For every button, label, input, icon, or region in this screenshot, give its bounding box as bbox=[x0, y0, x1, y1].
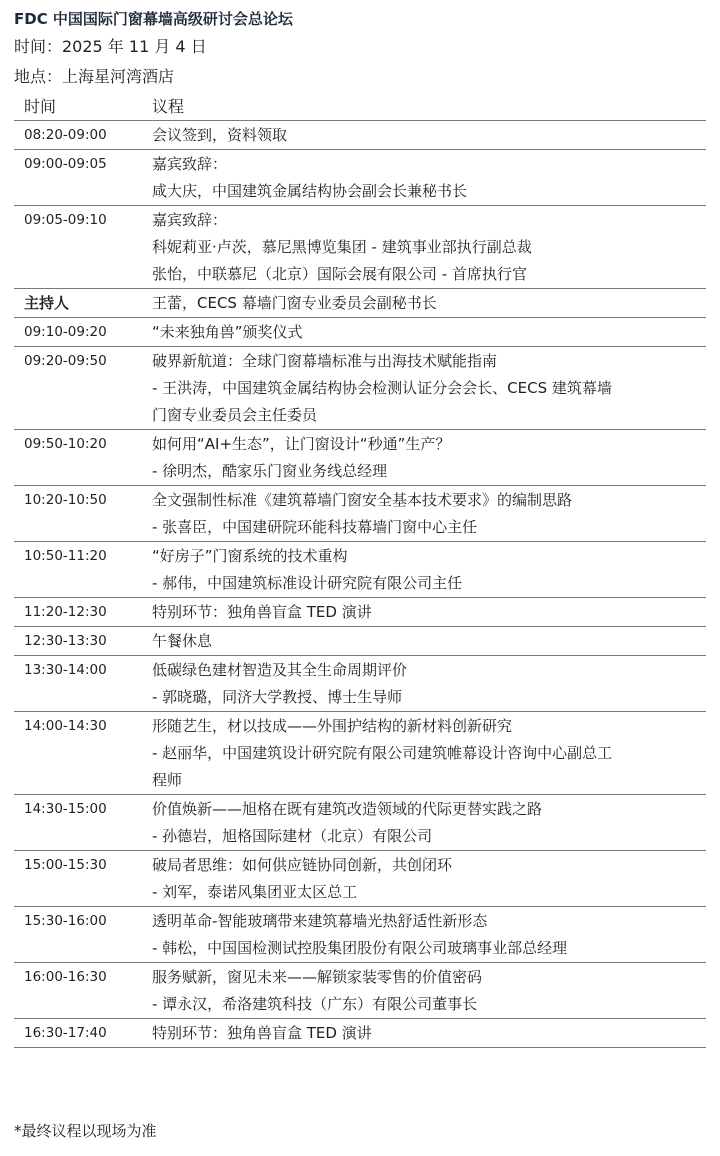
table-row bbox=[14, 318, 706, 347]
row-time: 11:20-12:30 bbox=[24, 604, 107, 620]
row-agenda bbox=[152, 430, 706, 485]
row-agenda bbox=[152, 289, 706, 317]
agenda-line: 科妮莉亚·卢茨，慕尼黑博览集团 - 建筑事业部执行副总裁 bbox=[152, 238, 532, 256]
event-venue: 地点：上海星河湾酒店 bbox=[14, 67, 175, 86]
row-agenda bbox=[152, 851, 706, 906]
row-agenda bbox=[152, 656, 706, 711]
row-time: 09:10-09:20 bbox=[24, 324, 107, 340]
table-header bbox=[14, 94, 706, 121]
row-agenda bbox=[152, 627, 706, 655]
row-agenda bbox=[152, 150, 706, 205]
row-agenda bbox=[152, 598, 706, 626]
agenda-line: 服务赋新，窗见未来——解锁家装零售的价值密码 bbox=[152, 968, 483, 986]
footnote: *最终议程以现场为准 bbox=[14, 1122, 157, 1140]
row-time: 09:00-09:05 bbox=[24, 156, 107, 172]
agenda-line: 破局者思维：如何供应链协同创新，共创闭环 bbox=[152, 856, 453, 874]
row-agenda bbox=[152, 206, 706, 288]
agenda-line: - 王洪涛，中国建筑金属结构协会检测认证分会会长、CECS 建筑幕墙 bbox=[152, 379, 612, 397]
agenda-line: - 赵丽华，中国建筑设计研究院有限公司建筑帷幕设计咨询中心副总工 bbox=[152, 744, 613, 762]
row-time: 主持人 bbox=[24, 294, 70, 312]
column-header-agenda: 议程 bbox=[152, 97, 185, 116]
agenda-line: - 张喜臣，中国建研院环能科技幕墙门窗中心主任 bbox=[152, 518, 478, 536]
agenda-line: 程师 bbox=[152, 771, 183, 789]
agenda-line: - 刘军，泰诺风集团亚太区总工 bbox=[152, 883, 358, 901]
table-row bbox=[14, 712, 706, 795]
table-row bbox=[14, 598, 706, 627]
row-agenda bbox=[152, 963, 706, 1018]
table-row bbox=[14, 1019, 706, 1048]
table-row bbox=[14, 486, 706, 542]
agenda-line: 破界新航道：全球门窗幕墙标准与出海技术赋能指南 bbox=[152, 352, 498, 370]
agenda-line: 形随艺生，材以技成——外围护结构的新材料创新研究 bbox=[152, 717, 513, 735]
row-time: 13:30-14:00 bbox=[24, 662, 107, 678]
row-time: 15:00-15:30 bbox=[24, 857, 107, 873]
row-agenda bbox=[152, 1019, 706, 1047]
agenda-line: - 谭永汉，希洛建筑科技（广东）有限公司董事长 bbox=[152, 995, 478, 1013]
column-header-time: 时间 bbox=[24, 97, 57, 116]
row-time: 16:30-17:40 bbox=[24, 1025, 107, 1041]
row-time: 09:50-10:20 bbox=[24, 436, 107, 452]
table-row bbox=[14, 851, 706, 907]
agenda-line: “未来独角兽”颁奖仪式 bbox=[152, 323, 303, 341]
agenda-line: 如何用“AI+生态”，让门窗设计“秒通”生产？ bbox=[152, 435, 451, 453]
agenda-line: - 孙德岩，旭格国际建材（北京）有限公司 bbox=[152, 827, 433, 845]
agenda-line: - 郝伟，中国建筑标准设计研究院有限公司主任 bbox=[152, 574, 463, 592]
row-time: 12:30-13:30 bbox=[24, 633, 107, 649]
agenda-line: 王蕾，CECS 幕墙门窗专业委员会副秘书长 bbox=[152, 294, 437, 312]
agenda-line: 午餐休息 bbox=[152, 632, 213, 650]
row-agenda bbox=[152, 907, 706, 962]
row-time: 14:30-15:00 bbox=[24, 801, 107, 817]
table-row bbox=[14, 795, 706, 851]
table-row bbox=[14, 121, 706, 150]
agenda-line: 门窗专业委员会主任委员 bbox=[152, 406, 318, 424]
row-agenda bbox=[152, 795, 706, 850]
agenda-line: 张怡，中联慕尼（北京）国际会展有限公司 - 首席执行官 bbox=[152, 265, 527, 283]
table-body bbox=[14, 121, 706, 1048]
agenda-line: 咸大庆，中国建筑金属结构协会副会长兼秘书长 bbox=[152, 182, 468, 200]
agenda-line: 低碳绿色建材智造及其全生命周期评价 bbox=[152, 661, 408, 679]
page-title: FDC 中国国际门窗幕墙高级研讨会总论坛 bbox=[14, 10, 293, 28]
table-row bbox=[14, 347, 706, 430]
agenda-line: - 徐明杰，酷家乐门窗业务线总经理 bbox=[152, 462, 388, 480]
table-row bbox=[14, 627, 706, 656]
agenda-line: 嘉宾致辞： bbox=[152, 155, 228, 173]
agenda-line: 特别环节：独角兽盲盒 TED 演讲 bbox=[152, 1024, 372, 1042]
row-time: 09:20-09:50 bbox=[24, 353, 107, 369]
row-time: 08:20-09:00 bbox=[24, 127, 107, 143]
row-agenda bbox=[152, 347, 706, 429]
row-time: 09:05-09:10 bbox=[24, 212, 107, 228]
row-agenda bbox=[152, 121, 706, 149]
row-agenda bbox=[152, 486, 706, 541]
table-row bbox=[14, 542, 706, 598]
row-agenda bbox=[152, 542, 706, 597]
row-time: 16:00-16:30 bbox=[24, 969, 107, 985]
agenda-line: 嘉宾致辞： bbox=[152, 211, 228, 229]
agenda-line: 会议签到，资料领取 bbox=[152, 126, 288, 144]
table-row bbox=[14, 289, 706, 318]
event-date: 时间：2025 年 11 月 4 日 bbox=[14, 37, 207, 56]
row-agenda bbox=[152, 712, 706, 794]
agenda-line: 特别环节：独角兽盲盒 TED 演讲 bbox=[152, 603, 372, 621]
table-row bbox=[14, 150, 706, 206]
table-row bbox=[14, 656, 706, 712]
agenda-table bbox=[14, 94, 706, 1048]
table-row bbox=[14, 206, 706, 289]
row-agenda bbox=[152, 318, 706, 346]
row-time: 15:30-16:00 bbox=[24, 913, 107, 929]
row-time: 10:20-10:50 bbox=[24, 492, 107, 508]
row-time: 10:50-11:20 bbox=[24, 548, 107, 564]
agenda-line: 透明革命-智能玻璃带来建筑幕墙光热舒适性新形态 bbox=[152, 912, 488, 930]
table-row bbox=[14, 430, 706, 486]
agenda-line: - 郭晓璐，同济大学教授、博士生导师 bbox=[152, 688, 403, 706]
agenda-line: 全文强制性标准《建筑幕墙门窗安全基本技术要求》的编制思路 bbox=[152, 491, 573, 509]
agenda-line: - 韩松，中国国检测试控股集团股份有限公司玻璃事业部总经理 bbox=[152, 939, 568, 957]
agenda-line: 价值焕新——旭格在既有建筑改造领域的代际更替实践之路 bbox=[152, 800, 543, 818]
agenda-line: “好房子”门窗系统的技术重构 bbox=[152, 547, 348, 565]
table-row bbox=[14, 907, 706, 963]
row-time: 14:00-14:30 bbox=[24, 718, 107, 734]
table-row bbox=[14, 963, 706, 1019]
